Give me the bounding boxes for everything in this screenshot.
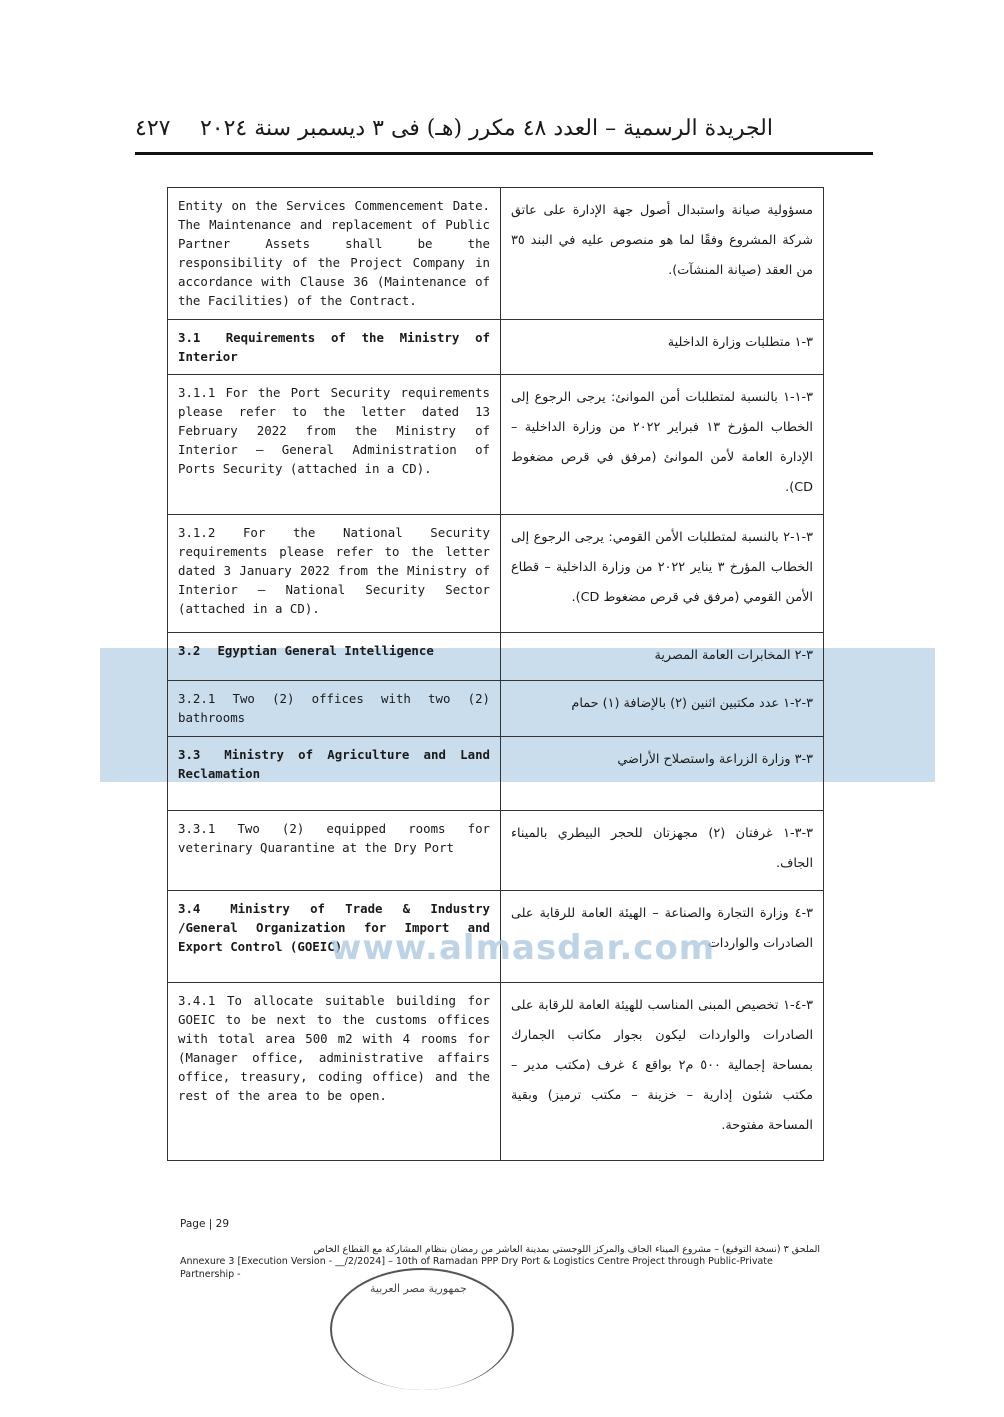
english-cell: 3.4.1 To allocate suitable building for GOEIC to be next to the customs offices with total area 500 m2 with 4 rooms for (Manager office, administrative affairs office, treasury, coding office) and the rest of the area to be open.: [168, 983, 501, 1161]
table-row: [168, 375, 824, 515]
english-cell: 3.3.1 Two (2) equipped rooms for veterinary Quarantine at the Dry Port: [168, 811, 501, 891]
arabic-cell: مسؤولية صيانة واستبدال أصول جهة الإدارة على عاتق شركة المشروع وفقًا لما هو منصوص عليه في البند ٣٥ من العقد (صيانة المنشآت).: [501, 188, 824, 320]
gazette-page-number: ٤٢٧: [135, 116, 171, 141]
table-row: [168, 320, 824, 375]
stamp-text: جمهورية مصر العربية: [370, 1282, 467, 1295]
table-row: [168, 811, 824, 891]
requirements-table: [167, 187, 824, 1161]
english-cell: 3.3 Ministry of Agriculture and Land Reclamation: [168, 737, 501, 811]
table-row: [168, 633, 824, 681]
table-row: [168, 737, 824, 811]
gazette-title: الجريدة الرسمية – العدد ٤٨ مكرر (هـ) فى ٣ ديسمبر سنة ٢٠٢٤: [199, 116, 773, 141]
english-cell: 3.1 Requirements of the Ministry of Interior: [168, 320, 501, 375]
arabic-cell: ٣-٢ المخابرات العامة المصرية: [501, 633, 824, 681]
arabic-cell: ٣-١ متطلبات وزارة الداخلية: [501, 320, 824, 375]
header-rule: [135, 152, 873, 155]
english-cell: 3.1.2 For the National Security requirements please refer to the letter dated 3 January 2022 from the Ministry of Interior – National Security Sector (attached in a CD).: [168, 515, 501, 633]
gazette-header: [135, 112, 873, 152]
table-row: [168, 188, 824, 320]
footer-page-number: Page | 29: [180, 1218, 229, 1230]
footer-arabic-line: الملحق ٣ (نسخة التوقيع) – مشروع الميناء الجاف والمركز اللوجستي بمدينة العاشر من رمضان بنظام المشاركة مع القطاع الخاص: [313, 1244, 820, 1255]
english-cell: Entity on the Services Commencement Date. The Maintenance and replacement of Public Partner Assets shall be the responsibility of the Project Company in accordance with Clause 36 (Maintenance of the Facilities) of the Contract.: [168, 188, 501, 320]
arabic-cell: ٣-٢-١ عدد مكتبين اثنين (٢) بالإضافة (١) حمام: [501, 681, 824, 737]
english-cell: 3.1.1 For the Port Security requirements please refer to the letter dated 13 February 2022 from the Ministry of Interior – General Administration of Ports Security (attached in a CD).: [168, 375, 501, 515]
arabic-cell: ٣-٣-١ غرفتان (٢) مجهزتان للحجر البيطري بالميناء الجاف.: [501, 811, 824, 891]
watermark-url: www.almasdar.com: [330, 928, 716, 968]
english-cell: 3.2.1 Two (2) offices with two (2) bathrooms: [168, 681, 501, 737]
arabic-cell: ٣-٣ وزارة الزراعة واستصلاح الأراضي: [501, 737, 824, 811]
arabic-cell: ٣-١-١ بالنسبة لمتطلبات أمن الموانئ: يرجى الرجوع إلى الخطاب المؤرخ ١٣ فبراير ٢٠٢٢ من وزارة الداخلية – الإدارة العامة لأمن الموانئ (مرفق في قرص مضغوط CD).: [501, 375, 824, 515]
table-row: [168, 983, 824, 1161]
english-cell: 3.4 Ministry of Trade & Industry /General Organization for Import and Export Control (GOEIC): [168, 891, 501, 983]
arabic-cell: ٣-٤-١ تخصيص المبنى المناسب للهيئة العامة للرقابة على الصادرات والواردات ليكون بجوار مكاتب الجمارك بمساحة إجمالية ٥٠٠ م٢ بواقع ٤ غرف (مكتب مدير – مكتب شئون إدارية – خزينة – مكتب ترميز) وبقية المساحة مفتوحة.: [501, 983, 824, 1161]
english-cell: 3.2 Egyptian General Intelligence: [168, 633, 501, 681]
arabic-cell: ٣-١-٢ بالنسبة لمتطلبات الأمن القومي: يرجى الرجوع إلى الخطاب المؤرخ ٣ يناير ٢٠٢٢ من وزارة الداخلية – قطاع الأمن القومي (مرفق في قرص مضغوط CD).: [501, 515, 824, 633]
table-row: [168, 681, 824, 737]
arabic-cell: ٣-٤ وزارة التجارة والصناعة – الهيئة العامة للرقابة على الصادرات والواردات: [501, 891, 824, 983]
page-footer: [180, 1218, 820, 1281]
footer-english-line: Annexure 3 [Execution Version - __/2/2024] – 10th of Ramadan PPP Dry Port & Logistics Centre Project through Public-Private Partnership -: [180, 1256, 773, 1280]
table-row: [168, 515, 824, 633]
